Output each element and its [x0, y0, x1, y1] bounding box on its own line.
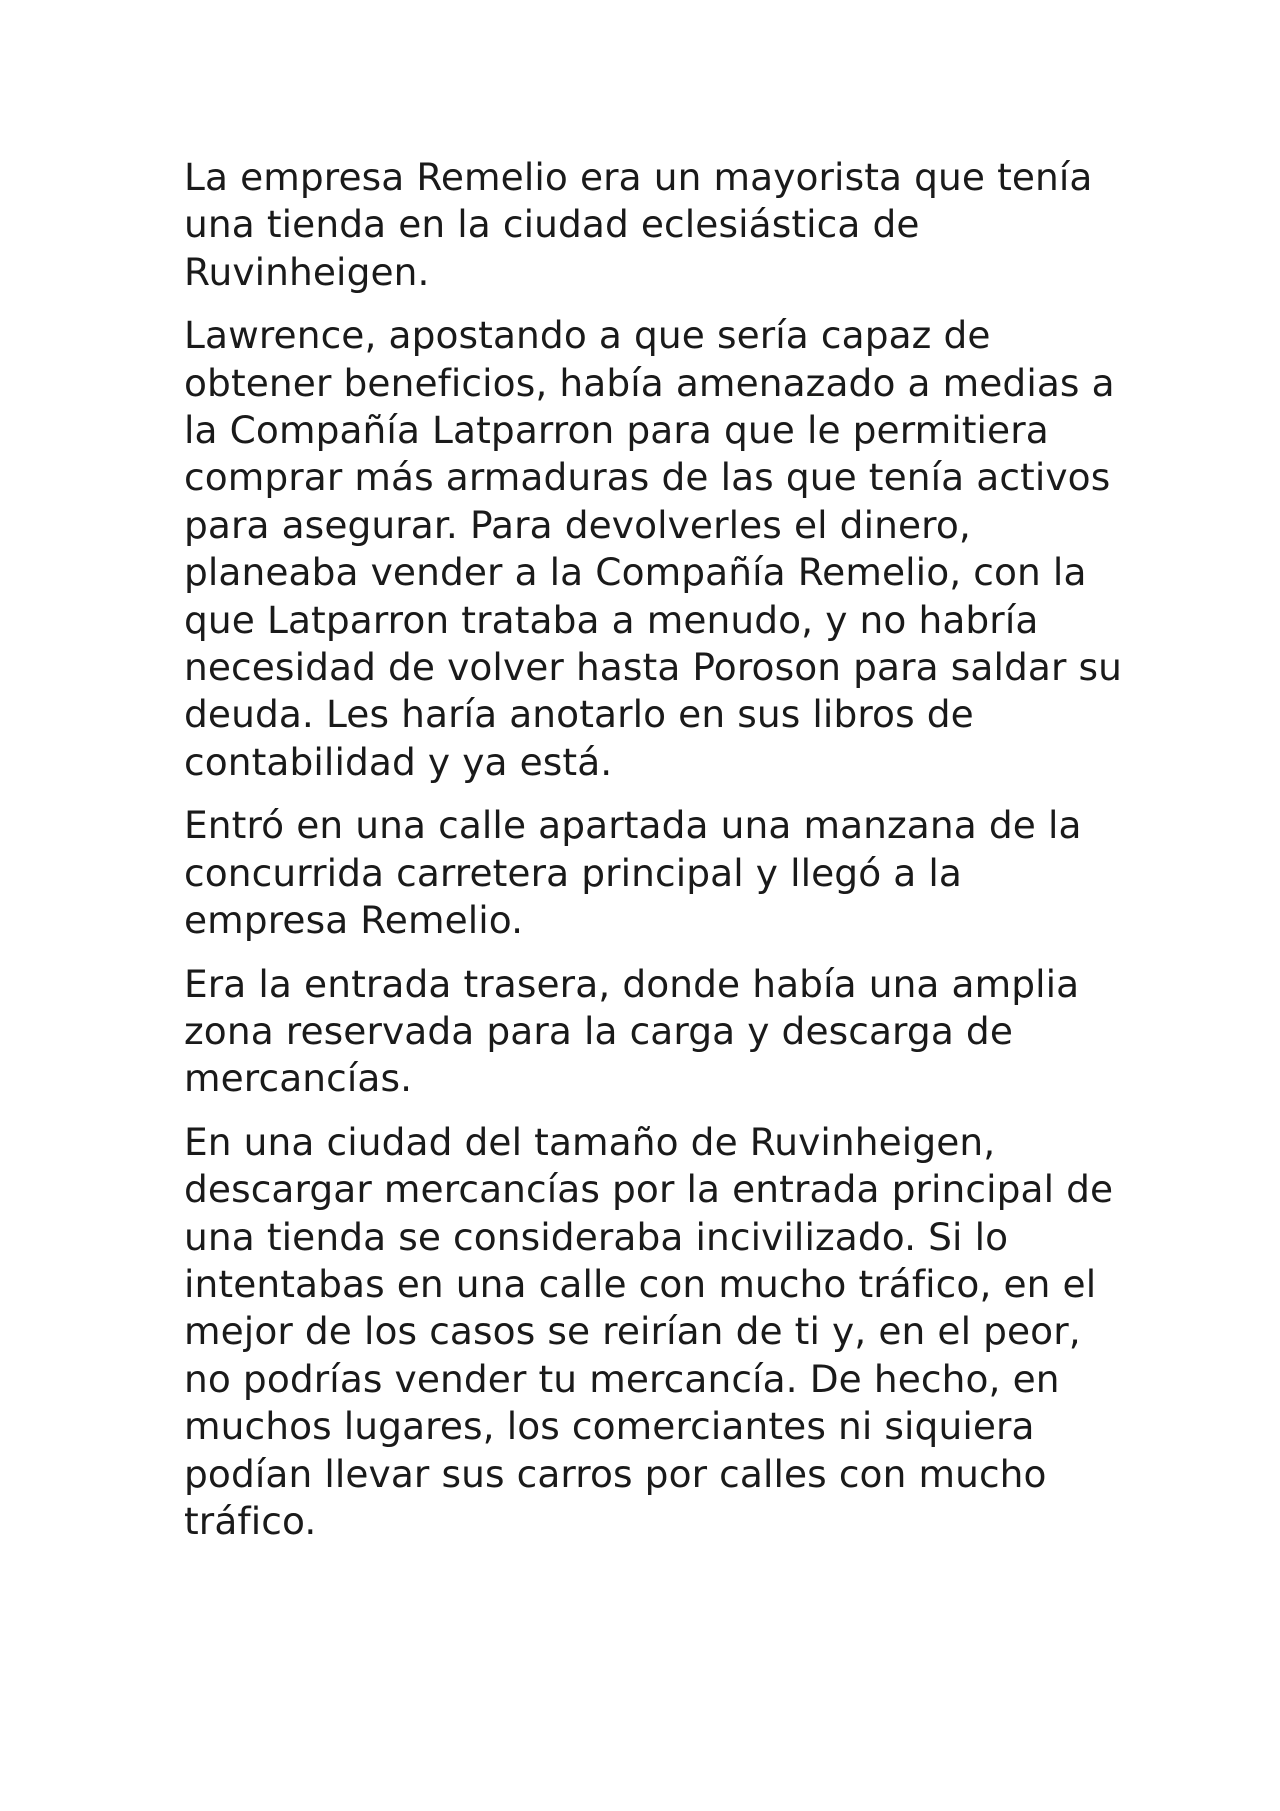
- paragraph-4: Era la entrada trasera, donde había una amplia zona reservada para la carga y descarga de mercancías.: [184, 961, 1080, 1101]
- text-column: [184, 154, 1124, 1561]
- paragraph-5: En una ciudad del tamaño de Ruvinheigen, descargar mercancías por la entrada principal de una tienda se consideraba incivilizado. Si lo intentabas en una calle con mucho tráfico, en el mejor de los casos se reirían de ti y, en el peor, no podrías vender tu mercancía. De hecho, en muchos lugares, los comerciantes ni siquiera podían llevar sus carros por calles con mucho tráfico.: [184, 1119, 1114, 1543]
- paragraph-2: Lawrence, apostando a que sería capaz de obtener beneficios, había amenazado a medias a la Compañía Latparron para que le permitiera comprar más armaduras de las que tenía activos para asegurar. Para devolverles el dinero, planeaba vender a la Compañía Remelio, con la que Latparron trataba a menudo, y no habría necesidad de volver hasta Poroson para saldar su deuda. Les haría anotarlo en sus libros de contabilidad y ya está.: [184, 313, 1123, 784]
- paragraph-3: Entró en una calle apartada una manzana de la concurrida carretera principal y llegó a la empresa Remelio.: [184, 803, 1082, 943]
- paragraph-1: La empresa Remelio era un mayorista que tenía una tienda en la ciudad eclesiástica de Ruvinheigen.: [184, 155, 1093, 294]
